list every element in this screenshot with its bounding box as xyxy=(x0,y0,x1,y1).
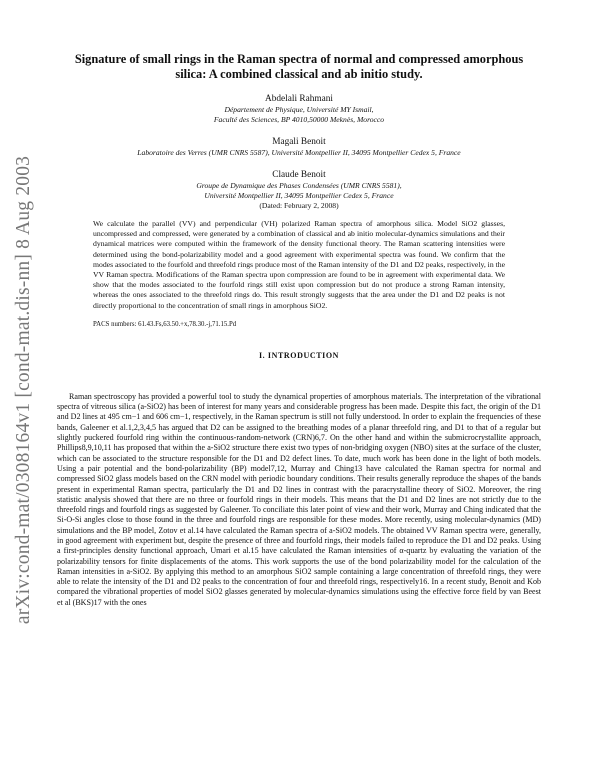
author-block-1 xyxy=(57,94,541,125)
author-affiliation: Département de Physique, Université MY Ismail, xyxy=(224,105,374,114)
introduction-text: Raman spectroscopy has provided a powerful tool to study the dynamical properties of amorphous materials. The interpretation of the vibrational spectra of vitreous silica (a-SiO2) has been of interest for many years and considerable progress has been made. Despite this fact, the origin of the D1 and D2 lines at 495 cm−1 and 606 cm−1, respectively, in the Raman spectrum is still not fully understood. In order to explain the frequencies of these bands, Galeener et al.1,2,3,4,5 has argued that D2 can be assigned to the breathing modes of a planar threefold ring, and D1 to that of a regular but slightly puckered fourfold ring within the continuous-random-network (CRN)6,7. On the other hand and within the submicrocrystallite approach, Phillips8,9,10,11 has proposed that within the a-SiO2 structure there exist two types of non-bridging oxygen (NBO) sites at the surface of the cluster, which can be associated to the structure responsible for the D1 and D2 defect lines. To date, much work has been done in the light of both models. Using a pair potential and the bond-polarizability (BP) model7,12, Murray and Ching13 have calculated the Raman spectra for normal and compressed SiO2 glass models based on the CRN model with periodic boundary conditions. Their results generally reproduce the shapes of the bands present in experimental Raman spectra, particularly the D1 and D2 lines in contrast with the paracrystalline theory of SiO2. Moreover, the ring statistic analysis showed that there are no three or fourfold rings in their models. This means that the D1 and D2 lines are not strictly due to the threefold rings and fourfold rings as suggested by Galeener. To conciliate this later point of view and their work, Murray and Ching indicated that the Si-O-Si angles close to those found in the three and fourfold rings are responsible for these modes. More recently, using molecular-dynamics (MD) simulations and the BP model, Zotov et al.14 have calculated the Raman spectra of a-SiO2 models. The obtained VV Raman spectra were, generally, in good agreement with experiment but, despite the presence of three and fourfold rings, their models failed to reproduce the D1 and D2 peaks. Using a first-principles density functional approach, Umari et al.15 have calculated the Raman intensities of α-quartz by evaluating the variation of the polarizability tensors for finite displacements of the atoms. This work supports the use of the bond polarizability model for the calculation of the Raman intensities in a-SiO2. By applying this method to an amorphous SiO2 sample containing a large concentration of threefold rings, they were able to relate the intensity of the D1 and D2 peaks to the concentration of four and threefold rings, respectively16. In a recent study, Benoit and Kob compared the vibrational properties of model SiO2 glasses generated by molecular-dynamics simulations using the effective force field by van Beest et al (BKS)17 with the ones xyxy=(57,391,541,607)
author-affiliation: Groupe de Dynamique des Phases Condensées (UMR CNRS 5581), xyxy=(196,181,402,190)
author-affiliation: Université Montpellier II, 34095 Montpellier Cedex 5, France xyxy=(204,191,394,200)
paper-title xyxy=(57,52,541,82)
arxiv-sidebar xyxy=(6,130,42,650)
paper-page xyxy=(57,40,541,662)
author-affiliation: Faculté des Sciences, BP 4010,50000 Meknès, Morocco xyxy=(213,115,385,124)
abstract: We calculate the parallel (VV) and perpendicular (VH) polarized Raman spectra of amorphous silica. Model SiO2 glasses, uncompressed and compressed, were generated by a combination of classical and ab initio molecular-dynamics simulations and their dynamical matrices were computed within the framework of the density functional theory. The Raman scattering intensities were determined using the bond-polarizability model and a good agreement with experimental spectra was found. We confirm that the modes associated to the fourfold and threefold rings produce most of the Raman intensity of the D1 and D2 peaks, respectively, in the VV Raman spectra. Modifications of the Raman spectra upon compression are found to be in agreement with experimental data. We show that the modes associated to the fourfold rings still exist upon compression but do not produce a strong Raman intensity, whereas the ones associated to the threefold rings do. This result strongly suggests that the area under the D1 and D2 peaks is not directly proportional to the concentration of small rings in amorphous SiO2. xyxy=(93,219,505,310)
author-name: Claude Benoit xyxy=(272,170,326,180)
section-heading: I. INTRODUCTION xyxy=(258,350,340,360)
paper-date: (Dated: February 2, 2008) xyxy=(259,201,339,210)
author-name: Abdelali Rahmani xyxy=(265,94,333,104)
title-line-2: silica: A combined classical and ab initio study. xyxy=(175,67,423,81)
title-line-1: Signature of small rings in the Raman spectra of normal and compressed amorphous xyxy=(74,52,524,66)
author-affiliation: Laboratoire des Verres (UMR CNRS 5587), Université Montpellier II, 34095 Montpellier Cedex 5, France xyxy=(137,148,461,157)
author-block-2 xyxy=(57,137,541,158)
author-name: Magali Benoit xyxy=(272,137,326,147)
author-block-3 xyxy=(57,170,541,211)
arxiv-identifier: arXiv:cond-mat/0308164v1 [cond-mat.dis-nn] 8 Aug 2003 xyxy=(13,155,34,625)
pacs-numbers: PACS numbers: 61.43.Fs,63.50.+x,78.30.-j,71.15.Pd xyxy=(93,320,237,328)
